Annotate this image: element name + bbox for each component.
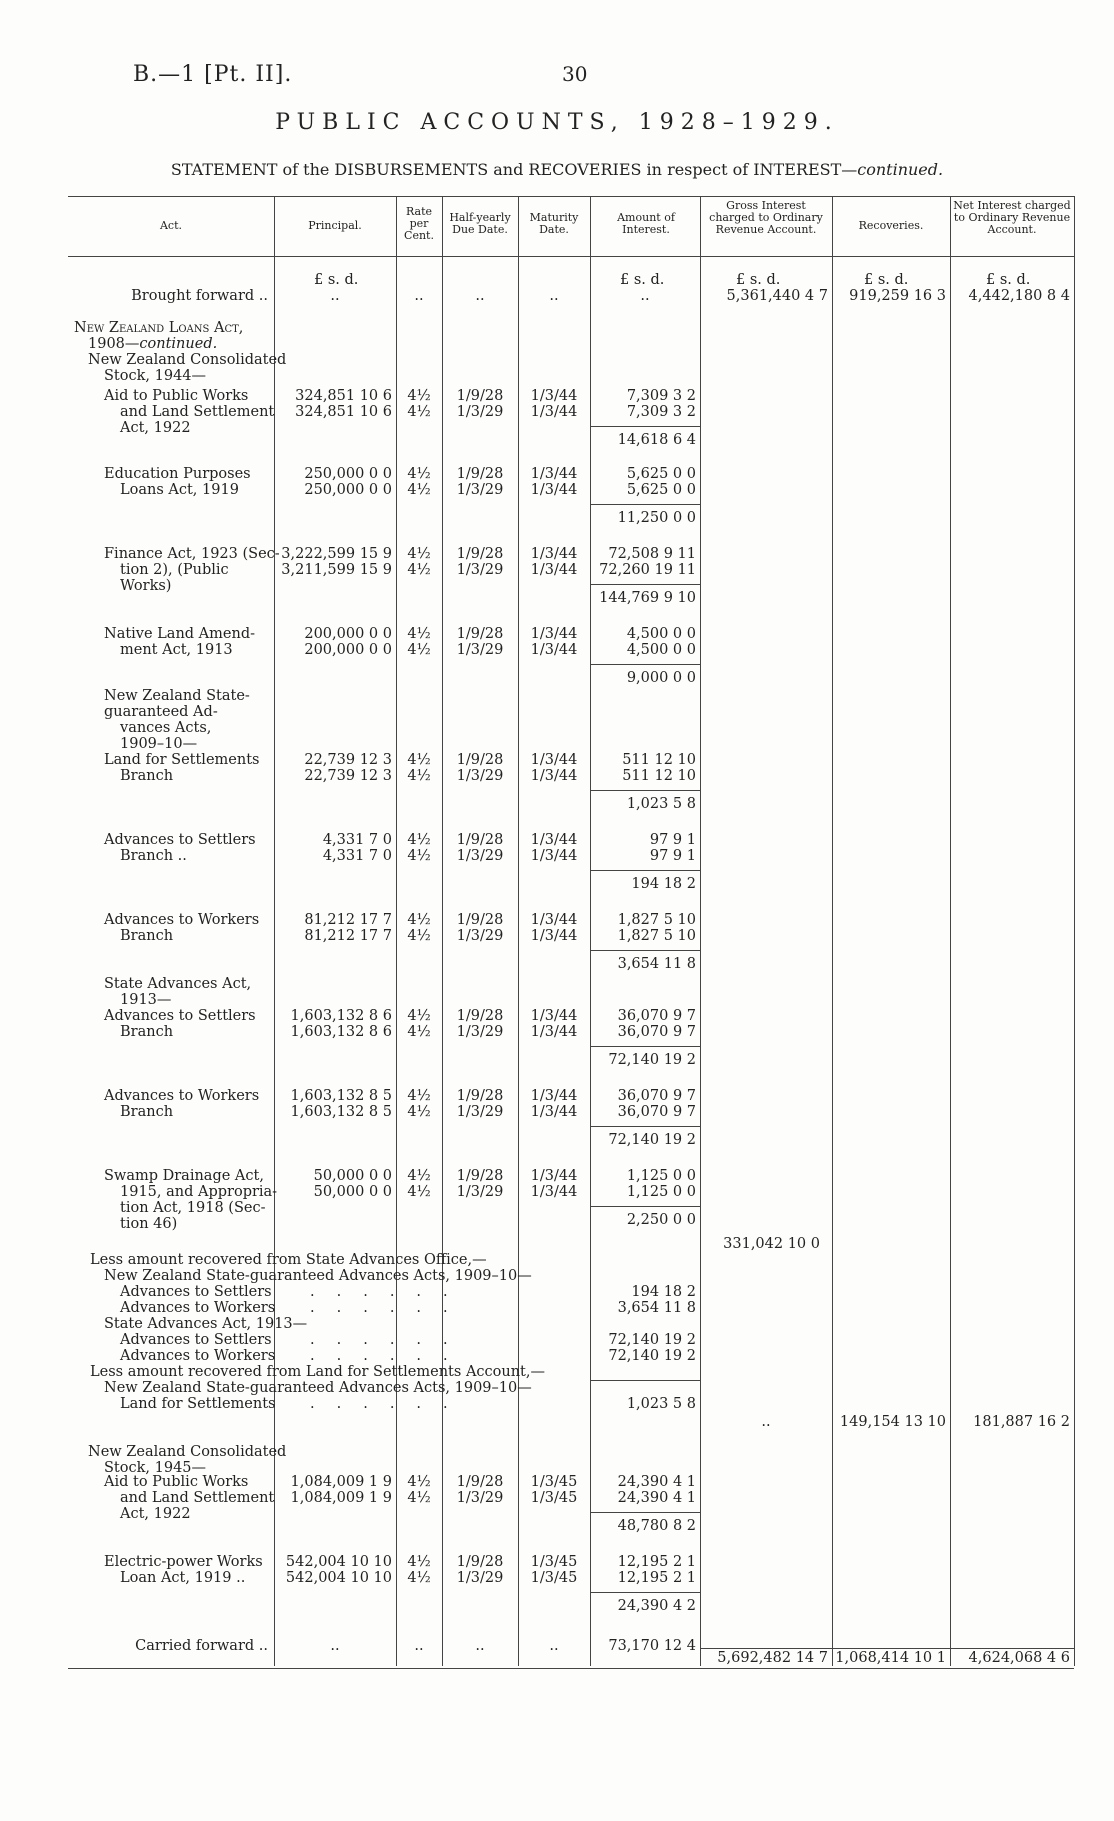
leader-dots: ...... [310,1332,470,1348]
col-header-maturity-date: Maturity Date. [529,211,579,236]
filler-dots: .. [475,1638,485,1654]
due-date: 1/9/28 [456,1474,504,1490]
maturity-date: 1/3/44 [530,912,578,928]
consolidated-1945-line2: Stock, 1945— [104,1460,207,1476]
interest-amount: 4,500 0 0 [626,642,696,658]
act-name-line: Native Land Amend- [104,626,256,642]
rate-value: 4½ [407,1168,431,1184]
maturity-date: 1/3/44 [530,626,578,642]
act-name-line: Finance Act, 1923 (Sec- [104,546,280,562]
rate-value: 4½ [407,466,431,482]
rate-value: 4½ [407,388,431,404]
maturity-date: 1/3/44 [530,1088,578,1104]
act-name-line: Advances to Workers [104,912,260,928]
due-date: 1/9/28 [456,626,504,642]
leader-dots: ...... [310,1348,470,1364]
due-date: 1/3/29 [456,1570,504,1586]
col-header-rate: Rate per Cent. [404,205,434,242]
leader-dots: ...... [310,1396,470,1412]
rate-value: 4½ [407,848,431,864]
subtitle-main: STATEMENT of the DISBURSEMENTS and RECOVERIES in respect of INTEREST— [170,160,858,179]
subtotal-rule [590,664,700,665]
interest-amount: 36,070 9 7 [617,1104,696,1120]
act-name-line: Land for Settlements [104,752,260,768]
recovered-rule [590,1380,700,1381]
subtotal-rule [590,950,700,951]
maturity-date: 1/3/44 [530,752,578,768]
maturity-date: 1/3/44 [530,388,578,404]
interest-amount: 5,625 0 0 [626,482,696,498]
col-header-gross-interest: Gross Interest charged to Ordinary Revenue Account. [709,199,823,236]
brought-forward-net: 4,442,180 8 4 [968,288,1070,304]
interest-amount: 36,070 9 7 [617,1088,696,1104]
rate-value: 4½ [407,626,431,642]
recovered-sa-settlers-label: Advances to Settlers [120,1332,272,1348]
col-header-recoveries: Recoveries. [858,219,924,232]
act-name-line: Works) [120,578,172,594]
interest-subtotal: 48,780 8 2 [617,1518,696,1534]
act-name-line: tion 46) [120,1216,178,1232]
subtotal-rule [590,584,700,585]
filler-dots: .. [475,288,485,304]
interest-amount: 7,309 3 2 [626,404,696,420]
nz-loans-act-year-text: 1908— [88,336,140,352]
col-header-principal: Principal. [308,219,362,232]
due-date: 1/3/29 [456,1104,504,1120]
interest-subtotal: 1,023 5 8 [626,796,696,812]
due-date: 1/3/29 [456,848,504,864]
gross-subtotal: 331,042 10 0 [723,1236,820,1252]
subtotal-rule [590,1512,700,1513]
interest-amount: 511 12 10 [622,768,696,784]
principal-value: 3,211,599 15 9 [281,562,392,578]
act-name-line: Branch [120,1024,174,1040]
interest-amount: 36,070 9 7 [617,1024,696,1040]
recovered-sa-settlers-value: 72,140 19 2 [608,1332,696,1348]
maturity-date: 1/3/44 [530,562,578,578]
interest-amount: 24,390 4 1 [617,1490,696,1506]
act-name-line: and Land Settlement [120,1490,275,1506]
due-date: 1/3/29 [456,562,504,578]
carried-forward-label: Carried forward .. [135,1638,268,1654]
act-name-line: Advances to Settlers [104,1008,256,1024]
maturity-date: 1/3/44 [530,1024,578,1040]
principal-value: 1,603,132 8 5 [290,1088,392,1104]
maturity-date: 1/3/44 [530,1104,578,1120]
consolidated-1944-line2: Stock, 1944— [104,368,207,384]
act-name-line: 1915, and Appropria- [120,1184,278,1200]
due-date: 1/3/29 [456,482,504,498]
rate-value: 4½ [407,482,431,498]
due-date: 1/9/28 [456,912,504,928]
due-date: 1/3/29 [456,1184,504,1200]
principal-value: 1,603,132 8 5 [290,1104,392,1120]
interest-subtotal: 14,618 6 4 [617,432,696,448]
act-name-line: Branch [120,768,174,784]
filler-dots: .. [414,1638,424,1654]
col-divider-net [950,196,951,1666]
col-header-net-interest: Net Interest charged to Ordinary Revenue Account. [953,199,1071,236]
filler-dots: .. [330,1638,340,1654]
unit-lsd-net: £ s. d. [986,272,1031,288]
carried-forward-amount: 73,170 12 4 [608,1638,696,1654]
maturity-date: 1/3/44 [530,482,578,498]
act-name-line: Advances to Settlers [104,832,256,848]
rate-value: 4½ [407,1490,431,1506]
due-date: 1/3/29 [456,768,504,784]
due-date: 1/9/28 [456,466,504,482]
principal-value: 250,000 0 0 [304,482,392,498]
interest-amount: 511 12 10 [622,752,696,768]
unit-lsd-gross: £ s. d. [736,272,781,288]
maturity-date: 1/3/44 [530,1184,578,1200]
subtotal-rule [590,1046,700,1047]
recovered-state-advances-heading: Less amount recovered from State Advances Office,— [90,1252,487,1268]
carried-forward-net: 4,624,068 4 6 [968,1650,1070,1666]
principal-value: 200,000 0 0 [304,626,392,642]
principal-value: 50,000 0 0 [313,1184,392,1200]
act-name-line: Branch [120,928,174,944]
maturity-date: 1/3/45 [530,1474,578,1490]
principal-value: 3,222,599 15 9 [281,546,392,562]
rate-value: 4½ [407,1104,431,1120]
brought-forward-label: Brought forward .. [131,288,268,304]
interest-amount: 12,195 2 1 [617,1554,696,1570]
rate-value: 4½ [407,768,431,784]
recovered-state-advances-act: State Advances Act, 1913— [104,1316,308,1332]
rate-value: 4½ [407,1088,431,1104]
interest-amount: 1,827 5 10 [617,928,696,944]
subtotal-rule [590,1592,700,1593]
state-advances-heading-1: State Advances Act, [104,976,252,992]
rate-value: 4½ [407,1184,431,1200]
recovered-land-value: 1,023 5 8 [626,1396,696,1412]
act-name-line: tion 2), (Public [120,562,229,578]
recovered-guaranteed-acts: New Zealand State-guaranteed Advances Acts, 1909–10— [104,1268,532,1284]
guaranteed-heading-1: New Zealand State- [104,688,250,704]
maturity-date: 1/3/44 [530,1168,578,1184]
subtotal-rule [590,504,700,505]
guaranteed-heading-3: vances Acts, [120,720,212,736]
col-header-act: Act. [159,219,183,232]
principal-value: 22,739 12 3 [304,752,392,768]
nz-loans-act-continued: continued. [139,336,218,352]
act-name-line: ment Act, 1913 [120,642,233,658]
statement-subtitle [0,160,1114,179]
interest-subtotal: 11,250 0 0 [617,510,696,526]
due-date: 1/9/28 [456,832,504,848]
carried-forward-gross: 5,692,482 14 7 [717,1650,828,1666]
interest-subtotal: 144,769 9 10 [599,590,696,606]
principal-value: 542,004 10 10 [285,1570,392,1586]
guaranteed-heading-4: 1909–10— [120,736,198,752]
due-date: 1/9/28 [456,752,504,768]
interest-subtotal: 194 18 2 [631,876,696,892]
principal-value: 1,084,009 1 9 [290,1490,392,1506]
filler-dots: .. [549,1638,559,1654]
act-name-line: Loans Act, 1919 [120,482,239,498]
maturity-date: 1/3/44 [530,848,578,864]
maturity-date: 1/3/44 [530,768,578,784]
interest-subtotal: 2,250 0 0 [626,1212,696,1228]
nz-loans-act-heading: New Zealand Loans Act, [74,320,244,336]
page-title: PUBLIC ACCOUNTS, 1928–1929. [275,110,839,135]
interest-amount: 1,125 0 0 [626,1184,696,1200]
consolidated-1944-line1: New Zealand Consolidated [88,352,287,368]
consolidated-1945-line1: New Zealand Consolidated [88,1444,287,1460]
principal-value: 324,851 10 6 [295,404,392,420]
col-header-due-date: Half-yearly Due Date. [449,211,511,236]
net-subtotal: 181,887 16 2 [973,1414,1070,1430]
due-date: 1/9/28 [456,546,504,562]
unit-lsd-amount: £ s. d. [620,272,665,288]
principal-value: 81,212 17 7 [304,912,392,928]
table-top-rule [68,196,1074,197]
due-date: 1/9/28 [456,1554,504,1570]
rate-value: 4½ [407,1554,431,1570]
interest-amount: 36,070 9 7 [617,1008,696,1024]
filler-dots: .. [761,1414,771,1430]
act-name-line: Aid to Public Works [104,388,249,404]
page-number: 30 [562,62,588,86]
interest-amount: 97 9 1 [649,832,696,848]
principal-value: 81,212 17 7 [304,928,392,944]
col-divider-recoveries [832,196,833,1666]
col-divider-gross [700,196,701,1666]
document-reference: B.—1 [Pt. II]. [133,62,293,87]
filler-dots: .. [414,288,424,304]
leader-dots: ...... [310,1300,470,1316]
maturity-date: 1/3/44 [530,546,578,562]
nz-loans-act-year [88,336,217,352]
principal-value: 1,603,132 8 6 [290,1024,392,1040]
rate-value: 4½ [407,1570,431,1586]
recovered-sa-workers-label: Advances to Workers [120,1348,276,1364]
recovered-land-acts: New Zealand State-guaranteed Advances Acts, 1909–10— [104,1380,532,1396]
interest-amount: 1,125 0 0 [626,1168,696,1184]
maturity-date: 1/3/45 [530,1490,578,1506]
subtotal-rule [590,426,700,427]
due-date: 1/9/28 [456,388,504,404]
rate-value: 4½ [407,1008,431,1024]
due-date: 1/9/28 [456,1008,504,1024]
leader-dots: ...... [310,1284,470,1300]
act-name-line: Education Purposes [104,466,251,482]
carried-forward-recoveries: 1,068,414 10 1 [835,1650,946,1666]
table-bottom-rule [68,1668,1074,1669]
brought-forward-gross: 5,361,440 4 7 [726,288,828,304]
interest-subtotal: 24,390 4 2 [617,1598,696,1614]
recovered-workers-value: 3,654 11 8 [617,1300,696,1316]
interest-amount: 7,309 3 2 [626,388,696,404]
rate-value: 4½ [407,404,431,420]
principal-value: 4,331 7 0 [322,832,392,848]
interest-amount: 97 9 1 [649,848,696,864]
interest-subtotal: 9,000 0 0 [626,670,696,686]
unit-lsd-principal: £ s. d. [314,272,359,288]
subtitle-continued: continued. [857,160,944,179]
rate-value: 4½ [407,912,431,928]
act-name-line: Aid to Public Works [104,1474,249,1490]
act-name-line: tion Act, 1918 (Sec- [120,1200,266,1216]
maturity-date: 1/3/44 [530,466,578,482]
due-date: 1/3/29 [456,404,504,420]
principal-value: 1,603,132 8 6 [290,1008,392,1024]
maturity-date: 1/3/45 [530,1554,578,1570]
interest-subtotal: 72,140 19 2 [608,1052,696,1068]
due-date: 1/3/29 [456,1024,504,1040]
due-date: 1/9/28 [456,1088,504,1104]
recovered-settlers-value: 194 18 2 [631,1284,696,1300]
principal-value: 4,331 7 0 [322,848,392,864]
act-name-line: Branch .. [120,848,187,864]
state-advances-heading-2: 1913— [120,992,172,1008]
brought-forward-recoveries: 919,259 16 3 [849,288,946,304]
rate-value: 4½ [407,928,431,944]
rate-value: 4½ [407,1474,431,1490]
act-name-line: and Land Settlement [120,404,275,420]
rate-value: 4½ [407,832,431,848]
interest-amount: 24,390 4 1 [617,1474,696,1490]
subtotal-rule [590,870,700,871]
principal-value: 22,739 12 3 [304,768,392,784]
principal-value: 250,000 0 0 [304,466,392,482]
subtotal-rule [590,790,700,791]
interest-amount: 12,195 2 1 [617,1570,696,1586]
table-right-rule [1074,196,1075,1666]
guaranteed-heading-2: guaranteed Ad- [104,704,218,720]
interest-amount: 72,508 9 11 [608,546,696,562]
principal-value: 1,084,009 1 9 [290,1474,392,1490]
due-date: 1/9/28 [456,1168,504,1184]
rate-value: 4½ [407,546,431,562]
principal-value: 542,004 10 10 [285,1554,392,1570]
act-name-line: Branch [120,1104,174,1120]
carried-forward-top-rule [700,1648,1074,1649]
interest-amount: 4,500 0 0 [626,626,696,642]
filler-dots: .. [330,288,340,304]
act-name-line: Act, 1922 [120,1506,191,1522]
maturity-date: 1/3/44 [530,642,578,658]
maturity-date: 1/3/44 [530,832,578,848]
act-name-line: Act, 1922 [120,420,191,436]
subtotal-rule [590,1126,700,1127]
due-date: 1/3/29 [456,928,504,944]
rate-value: 4½ [407,752,431,768]
maturity-date: 1/3/44 [530,1008,578,1024]
rate-value: 4½ [407,562,431,578]
recovered-land-label: Land for Settlements [120,1396,276,1412]
header-bottom-rule [68,256,1074,257]
maturity-date: 1/3/45 [530,1570,578,1586]
maturity-date: 1/3/44 [530,404,578,420]
subtotal-rule [590,1206,700,1207]
interest-amount: 1,827 5 10 [617,912,696,928]
col-header-amount-of-interest: Amount of Interest. [617,211,675,236]
act-name-line: Electric-power Works [104,1554,263,1570]
filler-dots: .. [549,288,559,304]
recovered-settlers-label: Advances to Settlers [120,1284,272,1300]
act-name-line: Loan Act, 1919 .. [120,1570,246,1586]
maturity-date: 1/3/44 [530,928,578,944]
interest-amount: 72,260 19 11 [599,562,696,578]
principal-value: 200,000 0 0 [304,642,392,658]
due-date: 1/3/29 [456,1490,504,1506]
due-date: 1/3/29 [456,642,504,658]
recovered-sa-workers-value: 72,140 19 2 [608,1348,696,1364]
interest-subtotal: 72,140 19 2 [608,1132,696,1148]
recovered-land-heading: Less amount recovered from Land for Settlements Account,— [90,1364,545,1380]
principal-value: 50,000 0 0 [313,1168,392,1184]
act-name-line: Swamp Drainage Act, [104,1168,264,1184]
interest-subtotal: 3,654 11 8 [617,956,696,972]
interest-amount: 5,625 0 0 [626,466,696,482]
principal-value: 324,851 10 6 [295,388,392,404]
unit-lsd-recoveries: £ s. d. [864,272,909,288]
act-name-line: Advances to Workers [104,1088,260,1104]
recoveries-subtotal: 149,154 13 10 [839,1414,946,1430]
rate-value: 4½ [407,1024,431,1040]
recovered-workers-label: Advances to Workers [120,1300,276,1316]
filler-dots: .. [640,288,650,304]
rate-value: 4½ [407,642,431,658]
